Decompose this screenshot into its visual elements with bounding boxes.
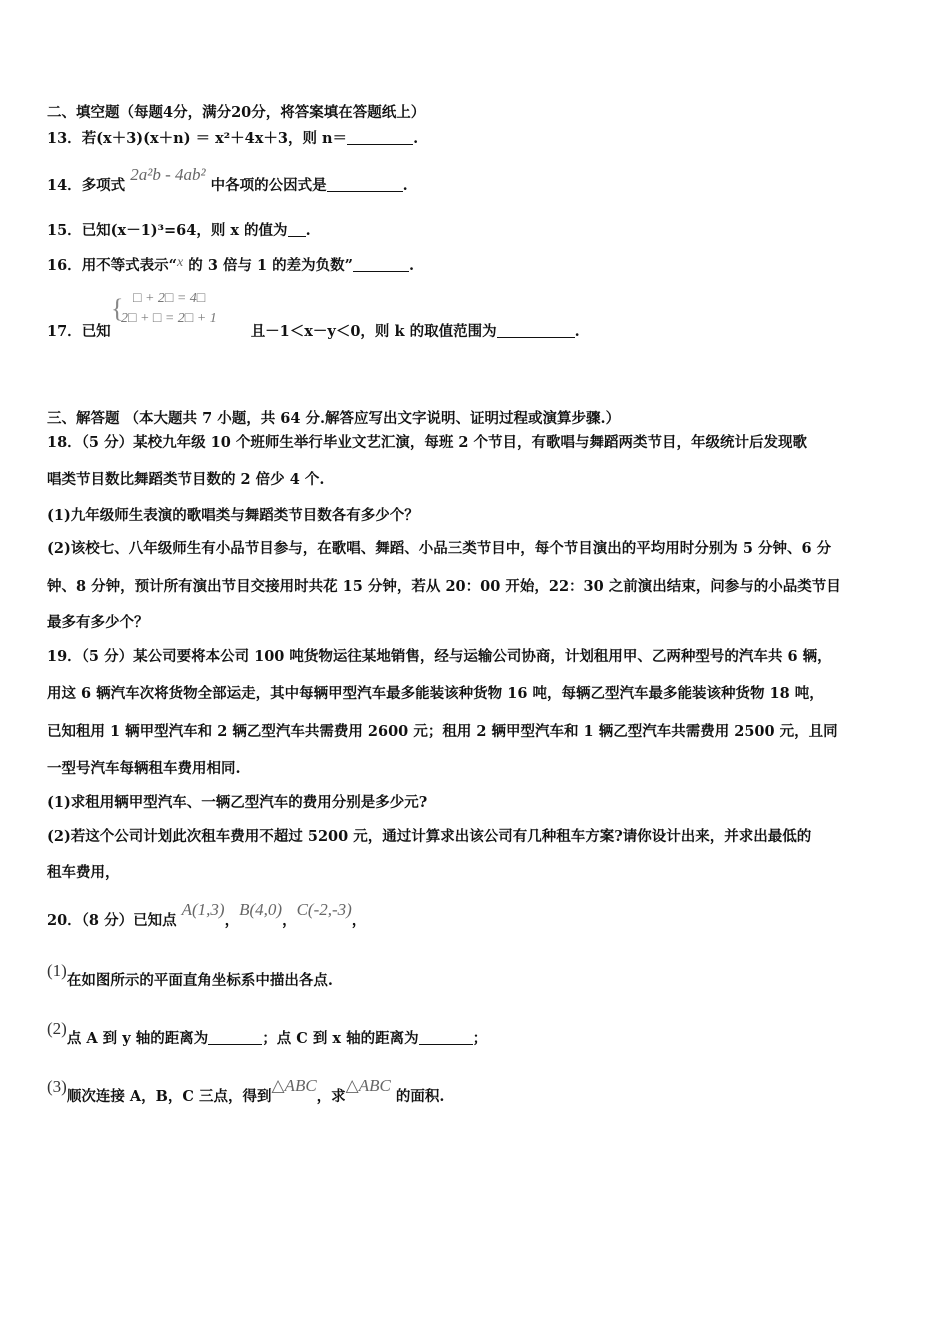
- q13-end: .: [413, 130, 419, 147]
- q15-text: 已知(x－1)³=64，则 x 的值为: [81, 222, 288, 239]
- q20-sub-2-number: (2): [47, 1019, 67, 1038]
- q17-equation-2: 2□ + □ = 2□ + 1: [121, 311, 217, 326]
- q18-sub-1: (1)九年级师生表演的歌唱类与舞蹈类节目数各有多少个？: [47, 507, 419, 524]
- q15-answer-blank[interactable]: [288, 222, 306, 237]
- q17-number: 17．: [47, 323, 82, 340]
- q20-sub-2-end: ；: [472, 1030, 488, 1047]
- q20-separator-1: ，: [224, 912, 240, 929]
- q19-sub-1: (1)求租用辆甲型汽车、一辆乙型汽车的费用分别是多少元?: [47, 794, 428, 811]
- q17-equation-1: □ + 2□ = 4□: [133, 291, 206, 306]
- q18-sub-2-line-3: 最多有多少个？: [47, 614, 149, 631]
- q20-sub-1-number: (1): [47, 961, 67, 980]
- q20-sub-2-text-2: ；点 C 到 x 轴的距离为: [262, 1030, 419, 1047]
- question-20: [47, 900, 367, 931]
- q20-sub-1-text: 在如图所示的平面直角坐标系中描出各点.: [66, 972, 333, 989]
- q20-separator-2: ，: [282, 912, 297, 929]
- q20-point-a: A(1,3): [181, 900, 225, 919]
- q16-text-2: 的 3 倍与 1 的差为负数”: [183, 257, 354, 274]
- q20-sub-1: [47, 961, 333, 991]
- q16-answer-blank[interactable]: [353, 257, 409, 272]
- q13-number: 13．: [47, 130, 82, 147]
- fill-section-heading: 二、填空题（每题4分，满分20分，将答案填在答题纸上）: [47, 104, 426, 121]
- question-16: [47, 256, 414, 277]
- q19-line-4: 一型号汽车每辆租车费用相同.: [47, 760, 241, 777]
- q20-triangle-1: △ABC: [271, 1076, 317, 1095]
- q19-sub-2-line-1: (2)若这个公司计划此次租车费用不超过 5200 元，通过计算求出该公司有几种租车方案?请你设计出来，并求出最低的: [47, 828, 812, 845]
- q20-sub-3: [47, 1076, 445, 1107]
- q20-sub-3-text-2: ，求: [316, 1088, 346, 1105]
- q18-sub-2-line-2: 钟、8 分钟，预计所有演出节目交接用时共花 15 分钟，若从 20：00 开始，22：30 之前演出结束，问参与的小品类节目: [47, 578, 841, 595]
- q16-number: 16．: [47, 257, 82, 274]
- q20-sub-2: [47, 1019, 488, 1049]
- question-15: [47, 221, 311, 241]
- q19-line-1: 19．（5 分）某公司要将本公司 100 吨货物运往某地销售，经与运输公司协商，计划租用甲、乙两种型号的汽车共 6 辆，: [47, 648, 832, 665]
- q14-expression: 2a²b - 4ab²: [130, 165, 206, 184]
- q19-sub-2-line-2: 租车费用，: [47, 864, 120, 881]
- question-13: [47, 129, 418, 149]
- q20-triangle-2: △ABC: [345, 1076, 391, 1095]
- q13-text: 若(x＋3)(x＋n) ＝ x²＋4x＋3，则 n＝: [81, 130, 348, 147]
- q18-sub-2-line-1: (2)该校七、八年级师生有小品节目参与，在歌唱、舞蹈、小品三类节目中，每个节目演出的平均用时分别为 5 分钟、6 分: [47, 540, 832, 557]
- q20-sub-2-blank-1[interactable]: [208, 1030, 262, 1045]
- q14-number: 14．: [47, 177, 82, 194]
- q16-text: 用不等式表示“: [81, 257, 178, 274]
- q20-separator-3: ，: [351, 912, 367, 929]
- q19-line-2: 用这 6 辆汽车次将货物全部运走，其中每辆甲型汽车最多能装该种货物 16 吨，每辆乙型汽车最多能装该种货物 18 吨，: [47, 685, 824, 702]
- q14-end: .: [402, 177, 408, 194]
- q19-line-3: 已知租用 1 辆甲型汽车和 2 辆乙型汽车共需费用 2600 元；租用 2 辆甲型汽车和 1 辆乙型汽车共需费用 2500 元，且同: [47, 723, 838, 740]
- q20-sub-3-end: 的面积.: [390, 1088, 445, 1105]
- q17-text: 已知: [81, 323, 111, 340]
- q16-variable: x: [177, 255, 184, 270]
- q14-answer-blank[interactable]: [327, 177, 403, 192]
- q20-sub-3-text: 顺次连接 A，B，C 三点，得到: [66, 1088, 272, 1105]
- q20-point-c: C(-2,-3): [296, 900, 352, 919]
- q14-text-2: 中各项的公因式是: [205, 177, 327, 194]
- solve-section-heading: 三、解答题 （本大题共 7 小题，共 64 分.解答应写出文字说明、证明过程或演算步骤.）: [47, 410, 621, 427]
- q14-text: 多项式: [81, 177, 131, 194]
- q13-answer-blank[interactable]: [347, 130, 413, 145]
- q20-sub-3-number: (3): [47, 1077, 67, 1096]
- q16-end: .: [409, 257, 415, 274]
- question-17: [47, 322, 580, 342]
- q15-end: .: [305, 222, 311, 239]
- q17-text-2: 且－1＜x－y＜0，则 k 的取值范围为: [250, 323, 497, 340]
- q20-sub-2-blank-2[interactable]: [419, 1030, 473, 1045]
- q17-end: .: [574, 323, 580, 340]
- q17-brace: {: [111, 294, 124, 323]
- q15-number: 15．: [47, 222, 82, 239]
- q18-line-2: 唱类节目数比舞蹈类节目数的 2 倍少 4 个.: [47, 471, 325, 488]
- q17-answer-blank[interactable]: [497, 323, 575, 338]
- q18-line-1: 18．（5 分）某校九年级 10 个班师生举行毕业文艺汇演，每班 2 个节目，有歌唱与舞蹈两类节目，年级统计后发现歌: [47, 434, 808, 451]
- q20-point-b: B(4,0): [239, 900, 283, 919]
- question-14: [47, 165, 408, 196]
- q20-stem: 20．（8 分）已知点: [47, 912, 182, 929]
- q20-sub-2-text: 点 A 到 y 轴的距离为: [66, 1030, 209, 1047]
